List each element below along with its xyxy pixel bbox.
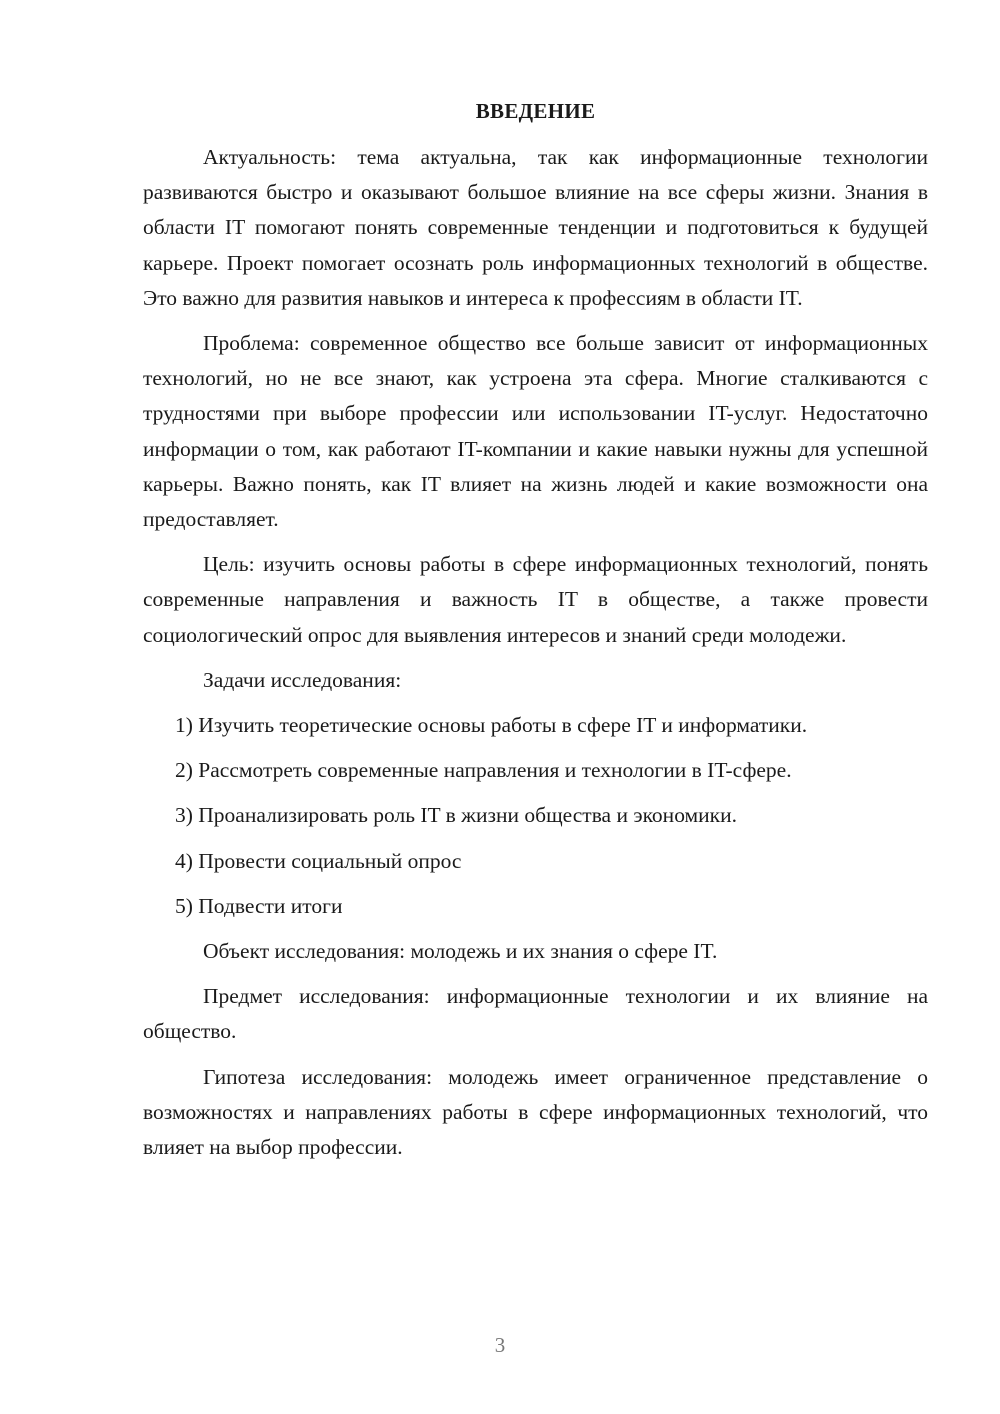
section-title: ВВЕДЕНИЕ	[475, 99, 596, 123]
tasks-heading: Задачи исследования:	[203, 667, 402, 692]
task-item-1: 1) Изучить теоретические основы работы в сфере IT и информатики.	[175, 713, 808, 738]
page-number: 3	[494, 1333, 506, 1357]
task-item-3: 3) Проанализировать роль IT в жизни общества и экономики.	[175, 803, 737, 828]
tasks-list	[143, 708, 928, 924]
relevance-paragraph: Актуальность: тема актуальна, так как информационные технологии развиваются быстро и оказывают большое влияние на все сферы жизни. Знания в области IT помогают понять современные тенденции и подготовиться к будущей карьере. Проект помогает осознать роль информационных технологий в обществе. Это важно для развития навыков и интереса к профессиям в области IT.	[143, 145, 928, 310]
task-item-5: 5) Подвести итоги	[175, 893, 343, 918]
subject-paragraph: Предмет исследования: информационные технологии и их влияние на общество.	[143, 984, 928, 1044]
problem-paragraph: Проблема: современное общество все больше зависит от информационных технологий, но не все знают, как устроена эта сфера. Многие сталкиваются с трудностями при выборе профессии или использовании IT-услуг. Недостаточно информации о том, как работают IT-компании и какие навыки нужны для успешной карьеры. Важно понять, как IT влияет на жизнь людей и какие возможности она предоставляет.	[143, 331, 928, 532]
document-page	[143, 94, 928, 1175]
task-item-4: 4) Провести социальный опрос	[175, 848, 462, 873]
task-item-2: 2) Рассмотреть современные направления и технологии в IT-сфере.	[175, 758, 792, 783]
hypothesis-paragraph: Гипотеза исследования: молодежь имеет ограниченное представление о возможностях и направлениях работы в сфере информационных технологий, что влияет на выбор профессии.	[143, 1064, 928, 1160]
goal-paragraph: Цель: изучить основы работы в сфере информационных технологий, понять современные направления и важность IT в обществе, а также провести социологический опрос для выявления интересов и знаний среди молодежи.	[143, 552, 928, 647]
object-paragraph: Объект исследования: молодежь и их знания о сфере IT.	[203, 939, 718, 964]
